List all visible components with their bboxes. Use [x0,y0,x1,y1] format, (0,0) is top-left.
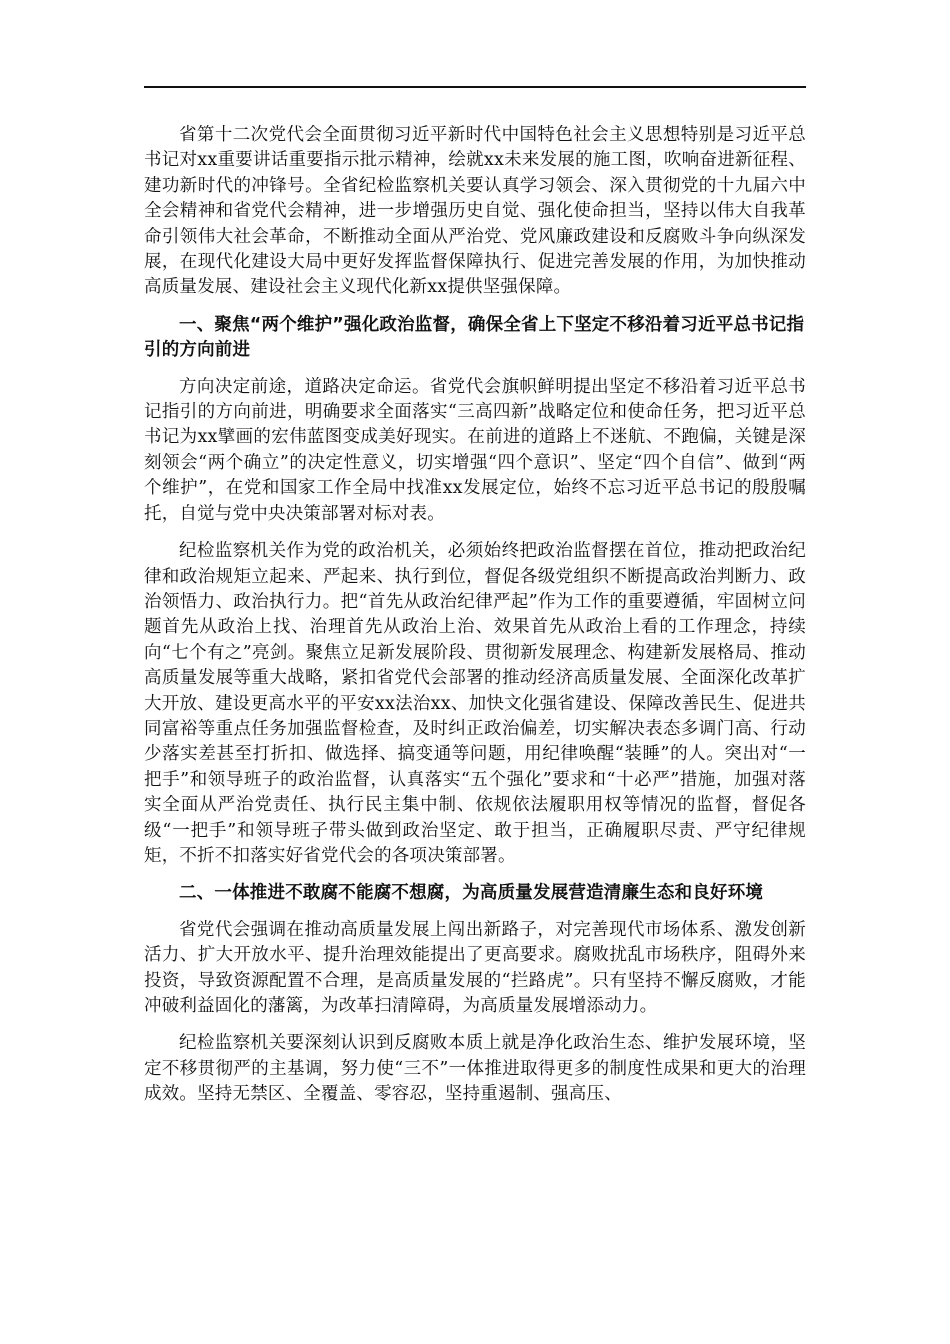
document-page [144,0,806,1344]
body-paragraph: 方向决定前途，道路决定命运。省党代会旗帜鲜明提出坚定不移沿着习近平总书记指引的方向前进，明确要求全面落实“三高四新”战略定位和使命任务，把习近平总书记为xx擘画的宏伟蓝图变成美好现实。在前进的道路上不迷航、不跑偏，关键是深刻领会“两个确立”的决定性意义，切实增强“四个意识”、坚定“四个自信”、做到“两个维护”，在党和国家工作全局中找准xx发展定位，始终不忘习近平总书记的殷殷嘱托，自觉与党中央决策部署对标对表。 [144,376,806,524]
section-heading-1: 一、聚焦“两个维护”强化政治监督，确保全省上下坚定不移沿着习近平总书记指引的方向前进 [144,314,805,361]
body-paragraph: 省党代会强调在推动高质量发展上闯出新路子，对完善现代市场体系、激发创新活力、扩大开放水平、提升治理效能提出了更高要求。腐败扰乱市场秩序，阻碍外来投资，导致资源配置不合理，是高质量发展的“拦路虎”。只有坚持不懈反腐败，才能冲破利益固化的藩篱，为改革扫清障碍，为高质量发展增添动力。 [144,919,806,1016]
body-paragraph: 纪检监察机关要深刻认识到反腐败本质上就是净化政治生态、维护发展环境，坚定不移贯彻严的主基调，努力使“三不”一体推进取得更多的制度性成果和更大的治理成效。坚持无禁区、全覆盖、零容忍，坚持重遏制、强高压、 [144,1033,806,1105]
document-body [144,123,806,1120]
header-rule [144,86,806,88]
intro-paragraph: 省第十二次党代会全面贯彻习近平新时代中国特色社会主义思想特别是习近平总书记对xx重要讲话重要指示批示精神，绘就xx未来发展的施工图，吹响奋进新征程、建功新时代的冲锋号。全省纪检监察机关要认真学习领会、深入贯彻党的十九届六中全会精神和省党代会精神，进一步增强历史自觉、强化使命担当，坚持以伟大自我革命引领伟大社会革命，不断推动全面从严治党、党风廉政建设和反腐败斗争向纵深发展，在现代化建设大局中更好发挥监督保障执行、促进完善发展的作用，为加快推动高质量发展、建设社会主义现代化新xx提供坚强保障。 [144,125,806,298]
body-paragraph: 纪检监察机关作为党的政治机关，必须始终把政治监督摆在首位，推动把政治纪律和政治规矩立起来、严起来、执行到位，督促各级党组织不断提高政治判断力、政治领悟力、政治执行力。把“首先从政治纪律严起”作为工作的重要遵循，牢固树立问题首先从政治上找、治理首先从政治上治、效果首先从政治上看的工作理念，持续向“七个有之”亮剑。聚焦立足新发展阶段、贯彻新发展理念、构建新发展格局、推动高质量发展等重大战略，紧扣省党代会部署的推动经济高质量发展、全面深化改革扩大开放、建设更高水平的平安xx法治xx、加快文化强省建设、保障改善民生、促进共同富裕等重点任务加强监督检查，及时纠正政治偏差，切实解决表态多调门高、行动少落实差甚至打折扣、做选择、搞变通等问题，用纪律唤醒“装睡”的人。突出对“一把手”和领导班子的政治监督，认真落实“五个强化”要求和“十必严”措施，加强对落实全面从严治党责任、执行民主集中制、依规依法履职用权等情况的监督，督促各级“一把手”和领导班子带头做到政治坚定、敢于担当，正确履职尽责、严守纪律规矩，不折不扣落实好省党代会的各项决策部署。 [144,541,806,866]
section-heading-2: 二、一体推进不敢腐不能腐不想腐，为高质量发展营造清廉生态和良好环境 [179,883,764,904]
